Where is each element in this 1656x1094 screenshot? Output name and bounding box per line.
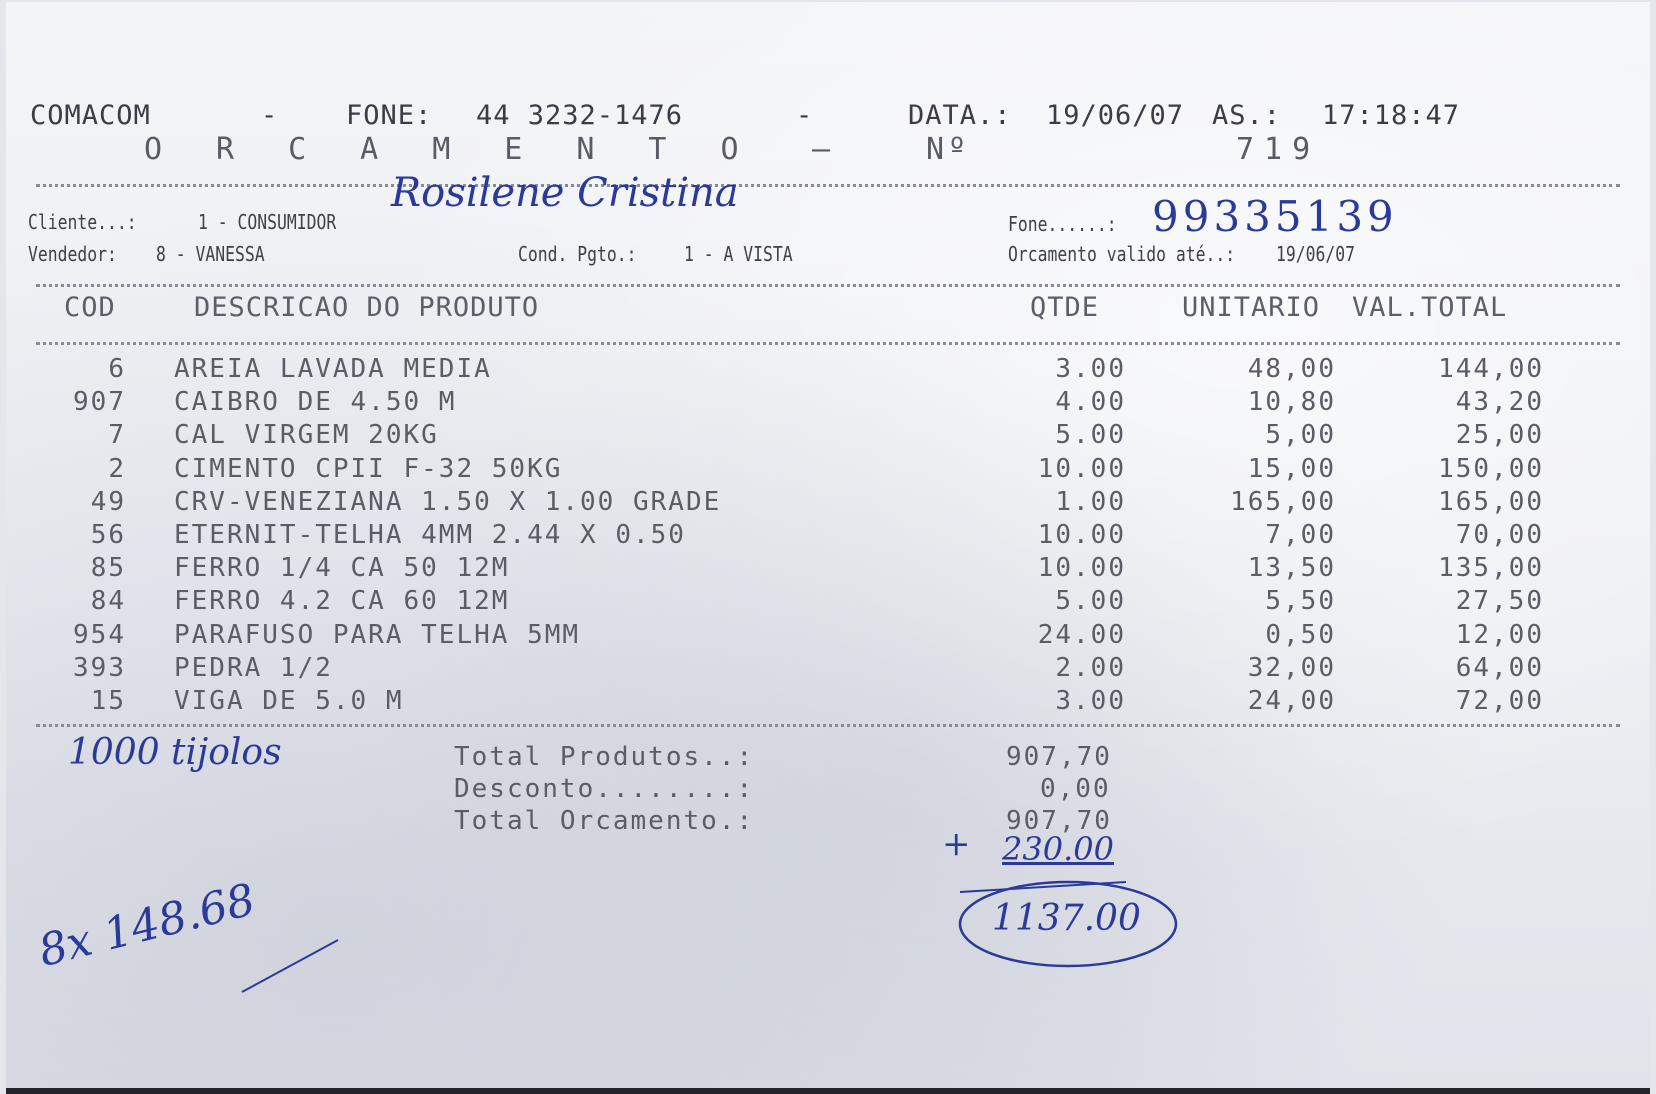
item-unit-price: 10,80 — [1247, 387, 1336, 418]
item-description: PARAFUSO PARA TELHA 5MM — [174, 619, 581, 650]
item-code: 84 — [90, 586, 126, 617]
client-name-handwritten: Rosilene Cristina — [391, 170, 739, 216]
products-total: 907,70 — [1006, 742, 1112, 772]
payment-label: Cond. Pgto.: — [518, 242, 637, 266]
underline-stroke-icon — [236, 932, 346, 1002]
dash-separator: - — [796, 100, 814, 131]
item-total: 70,00 — [1455, 520, 1544, 550]
title-dash: — — [812, 132, 831, 167]
payment-value: 1 - A VISTA — [684, 242, 793, 266]
handwritten-note-bricks: 1000 tijolos — [68, 732, 282, 773]
handwritten-extra-amount: 230.00 — [1002, 830, 1114, 868]
item-code: 56 — [90, 520, 126, 550]
item-unit-price: 0,50 — [1265, 619, 1336, 650]
company-name: COMACOM — [30, 100, 151, 131]
divider — [36, 184, 1620, 187]
item-unit-price: 48,00 — [1247, 354, 1336, 384]
discount-label: Desconto........: — [454, 774, 755, 804]
item-quantity: 5.00 — [1055, 586, 1126, 617]
handwritten-installments: 8x 148.68 — [33, 874, 261, 977]
discount-value: 0,00 — [1040, 774, 1111, 804]
products-total-label: Total Produtos..: — [454, 742, 755, 772]
item-total: 25,00 — [1455, 420, 1544, 451]
item-quantity: 2.00 — [1055, 652, 1126, 683]
seller-value: 8 - VANESSA — [156, 242, 265, 266]
dash-separator: - — [261, 100, 279, 131]
item-code: 954 — [73, 619, 126, 650]
item-description: ETERNIT-TELHA 4MM 2.44 X 0.50 — [174, 520, 686, 550]
phone-label: FONE: — [346, 100, 433, 131]
item-quantity: 10.00 — [1037, 553, 1126, 584]
item-description: PEDRA 1/2 — [174, 652, 333, 683]
item-quantity: 5.00 — [1055, 420, 1126, 451]
divider — [36, 284, 1620, 287]
item-total: 43,20 — [1455, 387, 1544, 418]
document-title: ORCAMENTO — [144, 132, 793, 167]
handwritten-circled-total: 1137.00 — [992, 898, 1141, 939]
seller-label: Vendedor: — [28, 242, 117, 266]
budget-total-label: Total Orcamento.: — [454, 806, 755, 836]
item-unit-price: 15,00 — [1247, 453, 1336, 484]
handwritten-plus: + — [942, 824, 971, 864]
item-description: CAL VIRGEM 20KG — [174, 420, 439, 451]
item-code: 49 — [90, 486, 126, 517]
item-code: 393 — [73, 652, 126, 683]
item-quantity: 10.00 — [1037, 453, 1126, 484]
item-total: 150,00 — [1438, 453, 1544, 484]
client-phone-handwritten: 99335139 — [1152, 192, 1398, 241]
item-quantity: 3.00 — [1055, 686, 1126, 716]
item-unit-price: 24,00 — [1247, 686, 1336, 716]
item-description: VIGA DE 5.0 M — [174, 686, 404, 716]
issue-date: 19/06/07 — [1046, 100, 1185, 131]
item-description: CAIBRO DE 4.50 M — [174, 387, 457, 418]
item-quantity: 10.00 — [1037, 520, 1126, 550]
budget-total: 907,70 — [1006, 806, 1112, 836]
item-total: 12,00 — [1455, 619, 1544, 650]
col-header-total: VAL.TOTAL — [1352, 292, 1508, 323]
col-header-cod: COD — [64, 292, 116, 323]
client-label: Cliente...: — [28, 210, 137, 234]
item-code: 15 — [90, 686, 126, 716]
item-code: 907 — [73, 387, 126, 418]
item-unit-price: 32,00 — [1247, 652, 1336, 683]
item-total: 135,00 — [1438, 553, 1544, 584]
time-label: AS.: — [1212, 100, 1282, 131]
col-header-qty: QTDE — [1030, 292, 1100, 323]
date-label: DATA.: — [908, 100, 1012, 131]
issue-time: 17:18:47 — [1322, 100, 1461, 131]
item-description: AREIA LAVADA MEDIA — [174, 354, 492, 384]
item-unit-price: 7,00 — [1265, 520, 1336, 550]
item-code: 6 — [108, 354, 126, 384]
divider — [36, 724, 1620, 727]
item-code: 85 — [90, 553, 126, 584]
item-quantity: 24.00 — [1037, 619, 1126, 650]
item-quantity: 4.00 — [1055, 387, 1126, 418]
item-description: FERRO 4.2 CA 60 12M — [174, 586, 510, 617]
valid-label: Orcamento valido até..: — [1008, 242, 1236, 266]
valid-until: 19/06/07 — [1276, 242, 1355, 266]
divider — [36, 342, 1620, 345]
item-total: 165,00 — [1438, 486, 1544, 517]
item-code: 2 — [108, 453, 126, 484]
item-total: 144,00 — [1438, 354, 1544, 384]
client-value: 1 - CONSUMIDOR — [198, 210, 337, 234]
item-description: FERRO 1/4 CA 50 12M — [174, 553, 510, 584]
item-quantity: 1.00 — [1055, 486, 1126, 517]
item-quantity: 3.00 — [1055, 354, 1126, 384]
col-header-desc: DESCRICAO DO PRODUTO — [194, 292, 540, 323]
receipt-paper — [6, 2, 1650, 1094]
item-unit-price: 5,00 — [1265, 420, 1336, 451]
budget-number: 719 — [1236, 132, 1321, 167]
item-unit-price: 5,50 — [1265, 586, 1336, 617]
item-unit-price: 13,50 — [1247, 553, 1336, 584]
item-code: 7 — [108, 420, 126, 451]
item-total: 27,50 — [1455, 586, 1544, 617]
item-total: 64,00 — [1455, 652, 1544, 683]
client-phone-label: Fone......: — [1008, 212, 1117, 236]
store-phone: 44 3232-1476 — [476, 100, 684, 131]
number-label: Nº — [926, 132, 971, 167]
item-description: CIMENTO CPII F-32 50KG — [174, 453, 563, 484]
item-total: 72,00 — [1455, 686, 1544, 716]
col-header-unit: UNITARIO — [1182, 292, 1321, 323]
item-unit-price: 165,00 — [1230, 486, 1336, 517]
item-description: CRV-VENEZIANA 1.50 X 1.00 GRADE — [174, 486, 722, 517]
